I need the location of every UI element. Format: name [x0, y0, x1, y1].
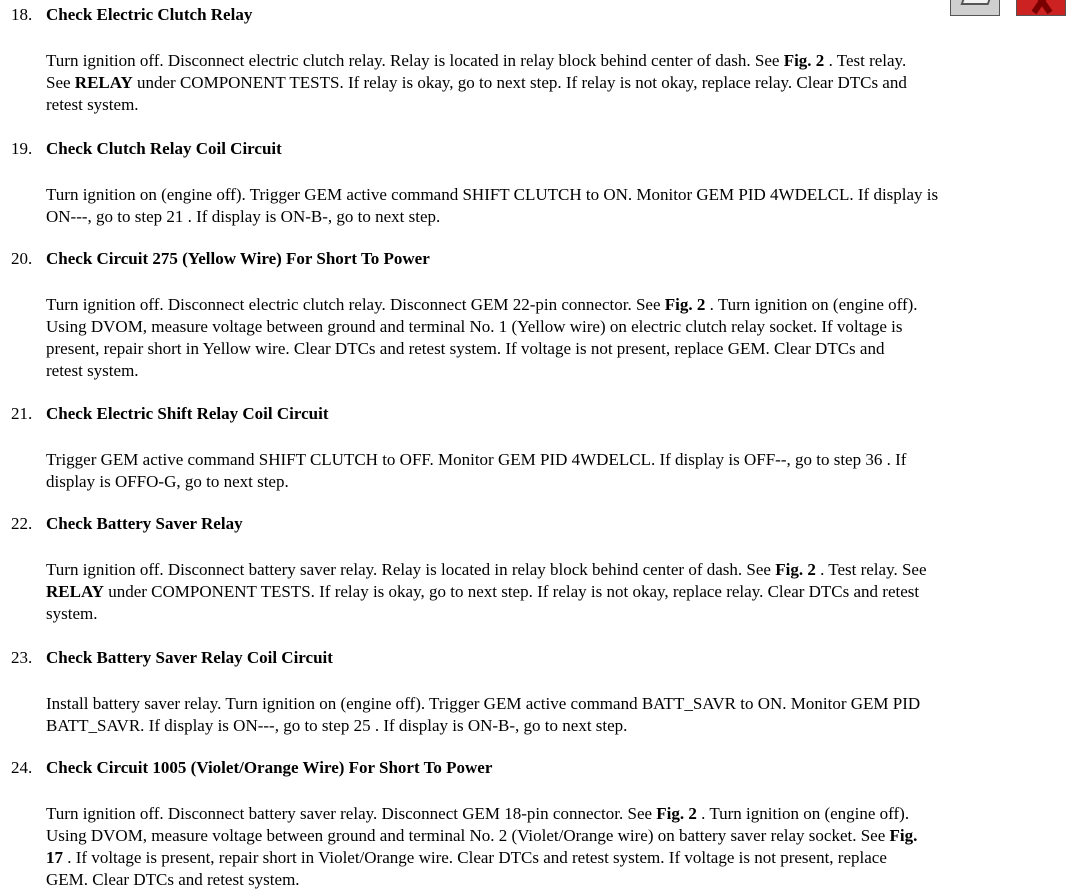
step-number: 19. [11, 139, 33, 158]
step-number: 21. [11, 404, 33, 423]
step-title: Check Electric Clutch Relay [46, 5, 253, 24]
body-text: Using DVOM, measure voltage between ground and terminal No. 2 (Violet/Orange wire) on battery saver relay socket. See [46, 826, 890, 845]
reference-text: Fig. 2 [775, 560, 816, 579]
body-text: Turn ignition on (engine off). Trigger GEM active command SHIFT CLUTCH to ON. Monitor GEM PID 4WDELCL. If display is [46, 185, 939, 204]
step-title: Check Circuit 275 (Yellow Wire) For Short To Power [46, 249, 430, 268]
step-body [46, 559, 1076, 625]
body-text: . Turn ignition on (engine off). [705, 295, 918, 314]
step-title: Check Battery Saver Relay [46, 514, 243, 533]
reference-text: RELAY [46, 582, 104, 601]
body-text: BATT_SAVR. If display is ON---, go to step 25 . If display is ON-B-, go to next step. [46, 716, 628, 735]
body-text: Turn ignition off. Disconnect battery saver relay. Relay is located in relay block behind center of dash. See [46, 560, 776, 579]
body-text: ON---, go to step 21 . If display is ON-B-, go to next step. [46, 207, 441, 226]
body-text: . Test relay. See [815, 560, 927, 579]
step-body [46, 803, 1076, 891]
step-title: Check Electric Shift Relay Coil Circuit [46, 404, 329, 423]
step-number: 22. [11, 514, 33, 533]
body-text: See [46, 73, 75, 92]
step-body [46, 50, 1076, 116]
body-text: retest system. [46, 95, 139, 114]
body-text: retest system. [46, 361, 139, 380]
body-text: system. [46, 604, 98, 623]
reference-text: Fig. [889, 826, 918, 845]
reference-text: Fig. 2 [656, 804, 697, 823]
body-text: . Test relay. [824, 51, 907, 70]
body-text: Install battery saver relay. Turn ignition on (engine off). Trigger GEM active command BATT_SAVR to ON. Monitor GEM PID [46, 694, 921, 713]
step-number: 20. [11, 249, 33, 268]
body-text: Trigger GEM active command SHIFT CLUTCH to OFF. Monitor GEM PID 4WDELCL. If display is OFF--, go to step 36 . If [46, 450, 907, 469]
step-body [46, 184, 1076, 228]
toolbar-close-button[interactable] [1016, 0, 1066, 16]
body-text: display is OFFO-G, go to next step. [46, 472, 289, 491]
step-number: 24. [11, 758, 33, 777]
body-text: under COMPONENT TESTS. If relay is okay, go to next step. If relay is not okay, replace relay. Clear DTCs and retest [103, 582, 920, 601]
body-text: Using DVOM, measure voltage between ground and terminal No. 1 (Yellow wire) on electric clutch relay socket. If voltage is [46, 317, 903, 336]
step-title: Check Battery Saver Relay Coil Circuit [46, 648, 333, 667]
reference-text: RELAY [74, 73, 133, 92]
body-text: Turn ignition off. Disconnect electric clutch relay. Disconnect GEM 22-pin connector. See [46, 295, 665, 314]
body-text: Turn ignition off. Disconnect electric clutch relay. Relay is located in relay block behind center of dash. See [46, 51, 784, 70]
body-text: . If voltage is present, repair short in Violet/Orange wire. Clear DTCs and retest system. If voltage is not present, replace [63, 848, 887, 867]
reference-text: Fig. 2 [783, 51, 825, 70]
step-body [46, 294, 1076, 382]
toolbar-print-button[interactable] [950, 0, 1000, 16]
step-number: 18. [11, 5, 33, 24]
body-text: Turn ignition off. Disconnect battery saver relay. Disconnect GEM 18-pin connector. See [46, 804, 657, 823]
step-body [46, 449, 1076, 493]
step-body [46, 693, 1076, 737]
step-title: Check Clutch Relay Coil Circuit [46, 139, 282, 158]
step-title: Check Circuit 1005 (Violet/Orange Wire) For Short To Power [46, 758, 493, 777]
step-number: 23. [11, 648, 33, 667]
body-text: . Turn ignition on (engine off). [696, 804, 910, 823]
body-text: present, repair short in Yellow wire. Clear DTCs and retest system. If voltage is not present, replace GEM. Clear DTCs and [46, 339, 885, 358]
body-text: under COMPONENT TESTS. If relay is okay, go to next step. If relay is not okay, replace relay. Clear DTCs and [132, 73, 907, 92]
reference-text: Fig. 2 [664, 295, 706, 314]
reference-text: 17 [46, 848, 63, 867]
body-text: GEM. Clear DTCs and retest system. [46, 870, 300, 889]
